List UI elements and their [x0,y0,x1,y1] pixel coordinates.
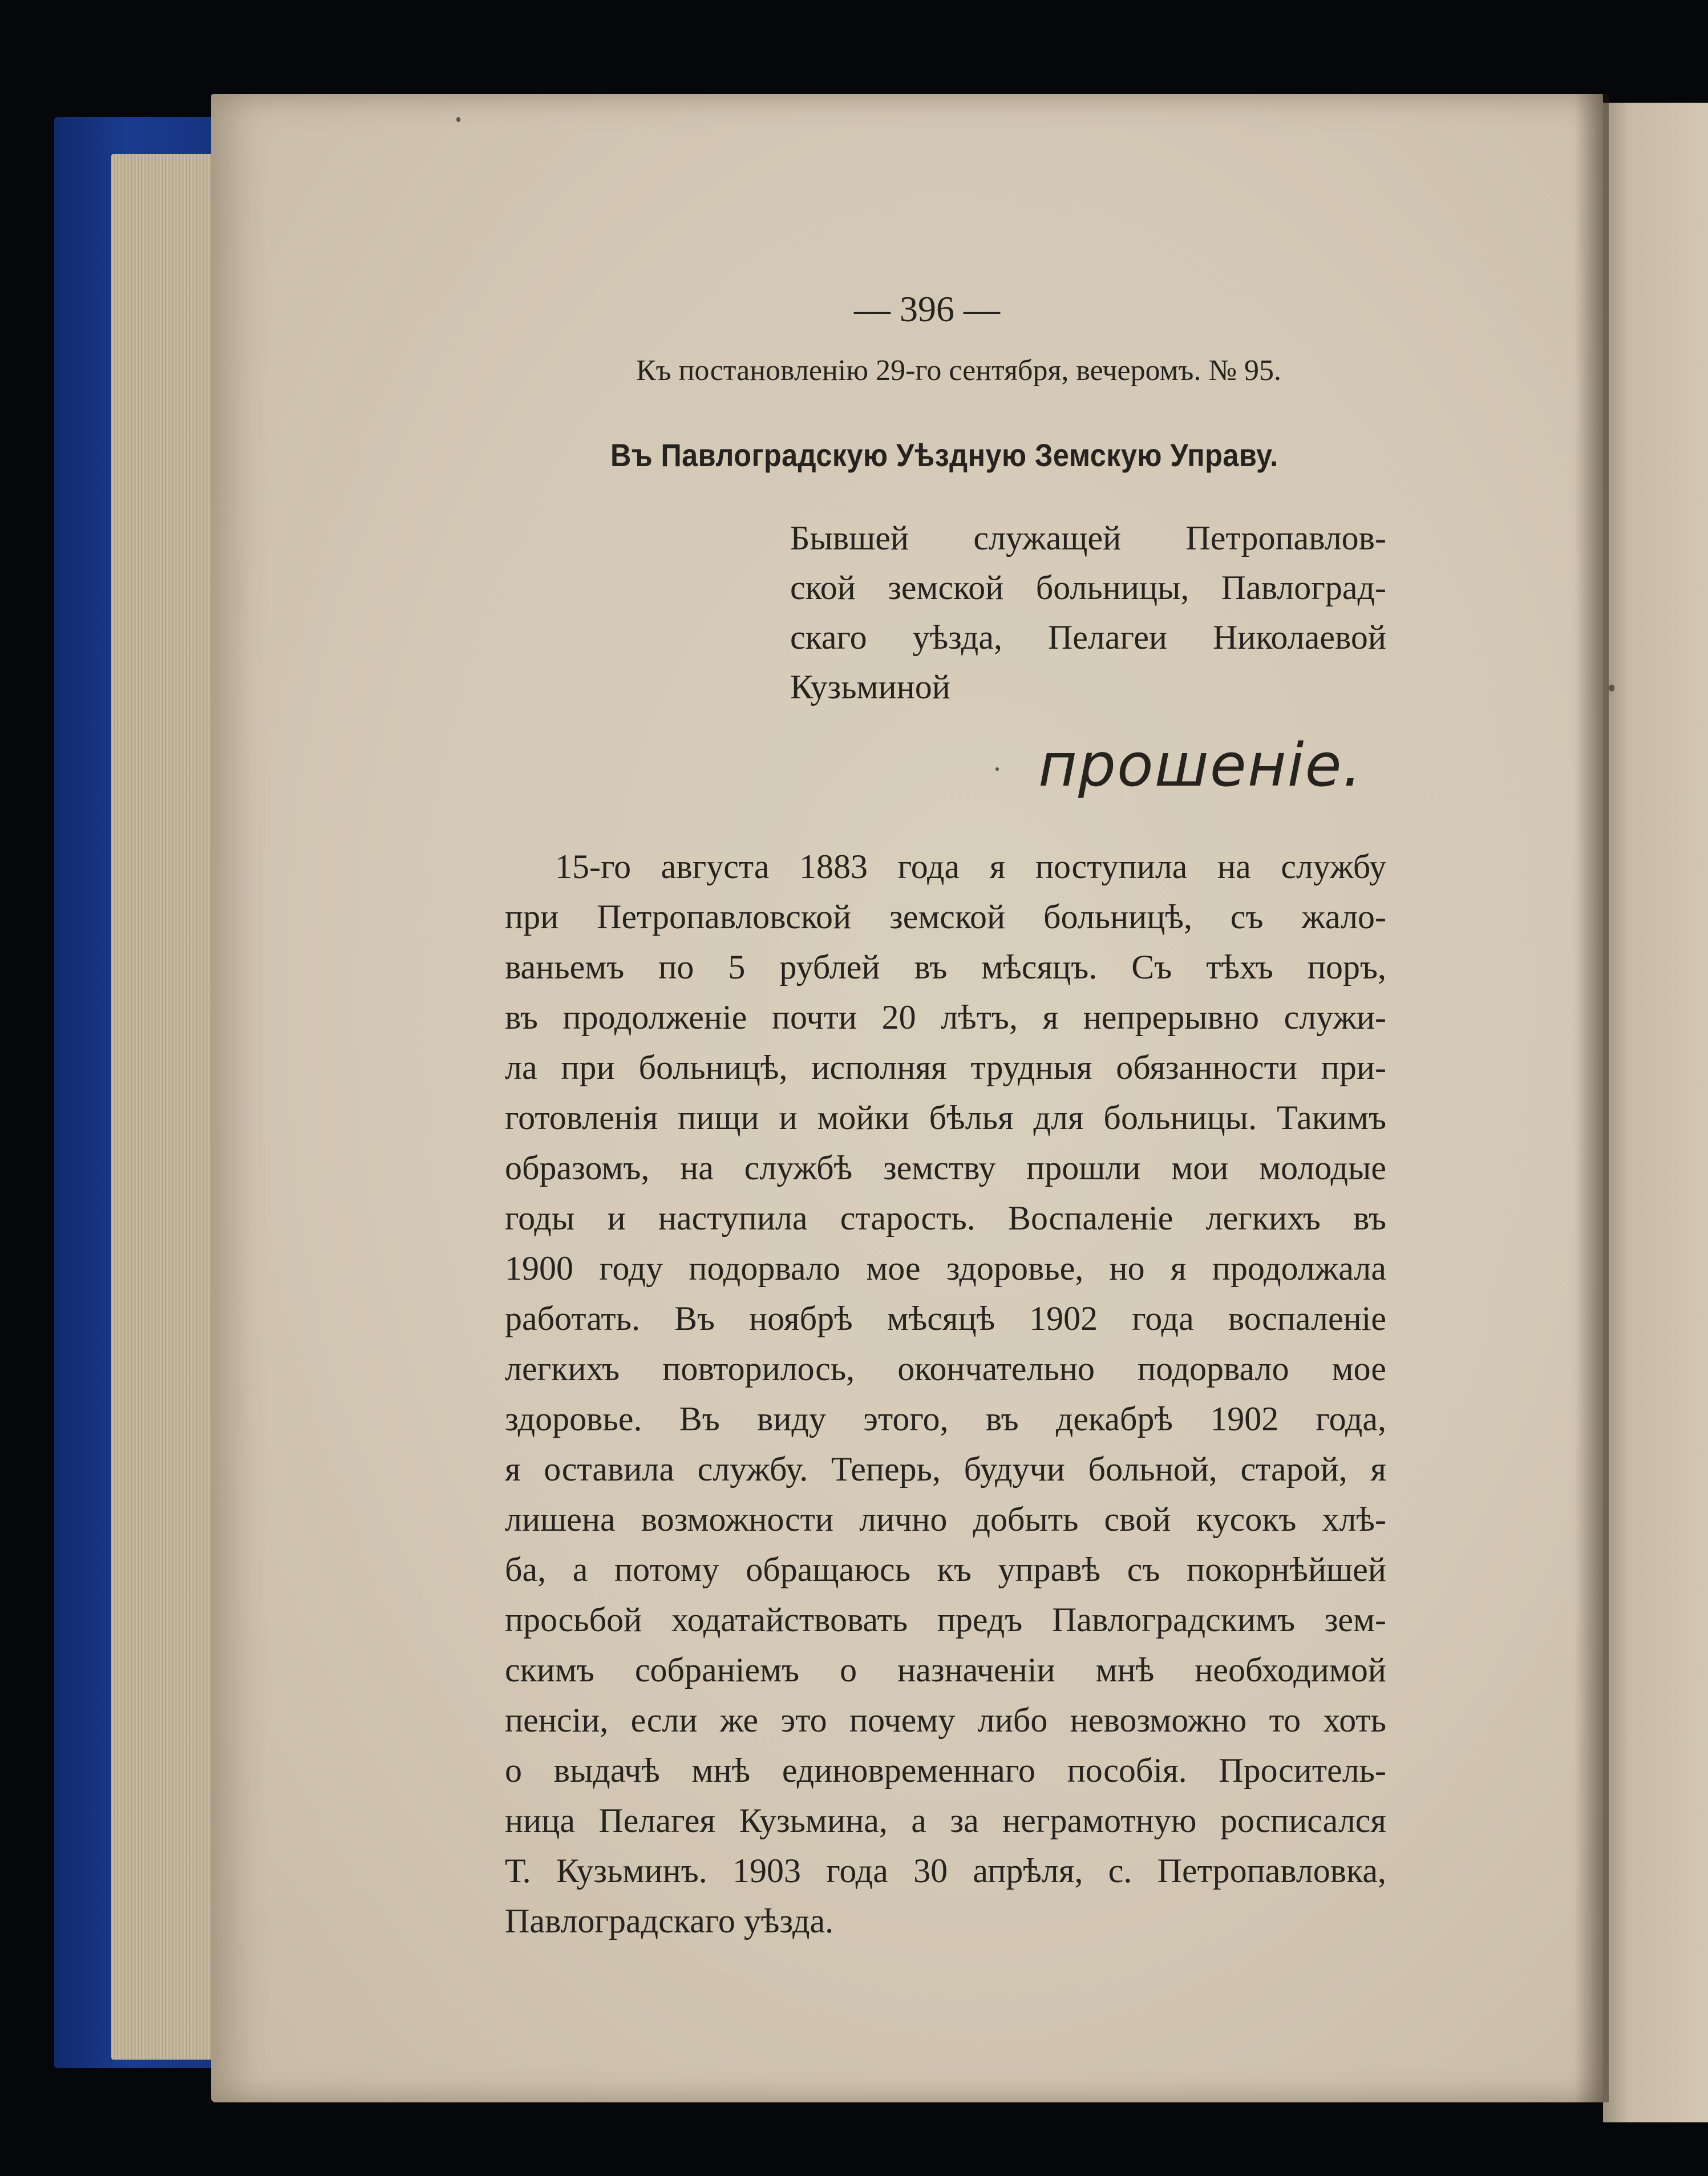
body-line: ваньемъ по 5 рублей въ мѣсяцъ. Съ тѣхъ поръ, [505,948,1386,986]
resolution-reference: Къ постановленію 29-го сентября, вечеромъ. № 95. [636,354,1282,387]
page-gutter-shadow [1575,94,1609,2102]
body-line: просьбой ходатайствовать предъ Павлоградскимъ зем- [505,1601,1386,1639]
body-line: здоровье. Въ виду этого, въ декабрѣ 1902 года, [505,1400,1386,1438]
paper-speck [995,767,999,771]
sender-line: ской земской больницы, Павлоград- [790,569,1386,606]
body-line: при Петропавловской земской больницѣ, съ жало- [505,898,1386,936]
body-line: 1900 году подорвало мое здоровье, но я продолжала [505,1249,1386,1287]
body-line: скимъ собраніемъ о назначеніи мнѣ необходимой [505,1651,1386,1689]
addressee-heading: Въ Павлоградскую Уѣздную Земскую Управу. [610,437,1278,473]
body-line: годы и наступила старость. Воспаленіе легкихъ въ [505,1199,1386,1237]
facing-page-edge [1603,103,1708,2122]
body-line: готовленія пищи и мойки бѣлья для больницы. Такимъ [505,1099,1386,1136]
body-line: ница Пелагея Кузьмина, а за неграмотную росписался [505,1802,1386,1839]
body-line: Павлоградскаго уѣзда. [505,1902,834,1940]
body-line: работать. Въ ноябрѣ мѣсяцѣ 1902 года воспаленіе [505,1300,1386,1337]
page-number: — 396 — [854,289,1000,329]
body-line: лишена возможности лично добыть свой кусокъ хлѣ- [505,1500,1386,1538]
body-line: 15-го августа 1883 года я поступила на службу [555,848,1386,885]
body-line: о выдачѣ мнѣ единовременнаго пособія. Проситель- [505,1752,1386,1789]
body-line: Т. Кузьминъ. 1903 года 30 апрѣля, с. Петропавловка, [505,1852,1386,1890]
sender-line: Кузьминой [790,668,950,706]
petition-title: прошеніе. [1038,730,1363,800]
paper-speck [1609,685,1614,691]
body-line: образомъ, на службѣ земству прошли мои молодые [505,1149,1386,1187]
body-line: въ продолженіе почти 20 лѣтъ, я непрерывно служи- [505,998,1386,1036]
sender-line: скаго уѣзда, Пелагеи Николаевой [790,618,1386,656]
petition-body [505,842,1386,1946]
body-line: пенсіи, если же это почему либо невозможно то хоть [505,1701,1386,1739]
sender-line: Бывшей служащей Петропавлов- [790,519,1386,557]
body-line: ла при больницѣ, исполняя трудныя обязанности при- [505,1049,1386,1086]
sender-block [790,513,1386,712]
body-line: я оставила службу. Теперь, будучи больной, старой, я [505,1450,1386,1488]
body-line: легкихъ повторилось, окончательно подорвало мое [505,1350,1386,1388]
paper-speck [456,117,460,122]
body-line: ба, а потому обращаюсь къ управѣ съ покорнѣйшей [505,1551,1386,1588]
